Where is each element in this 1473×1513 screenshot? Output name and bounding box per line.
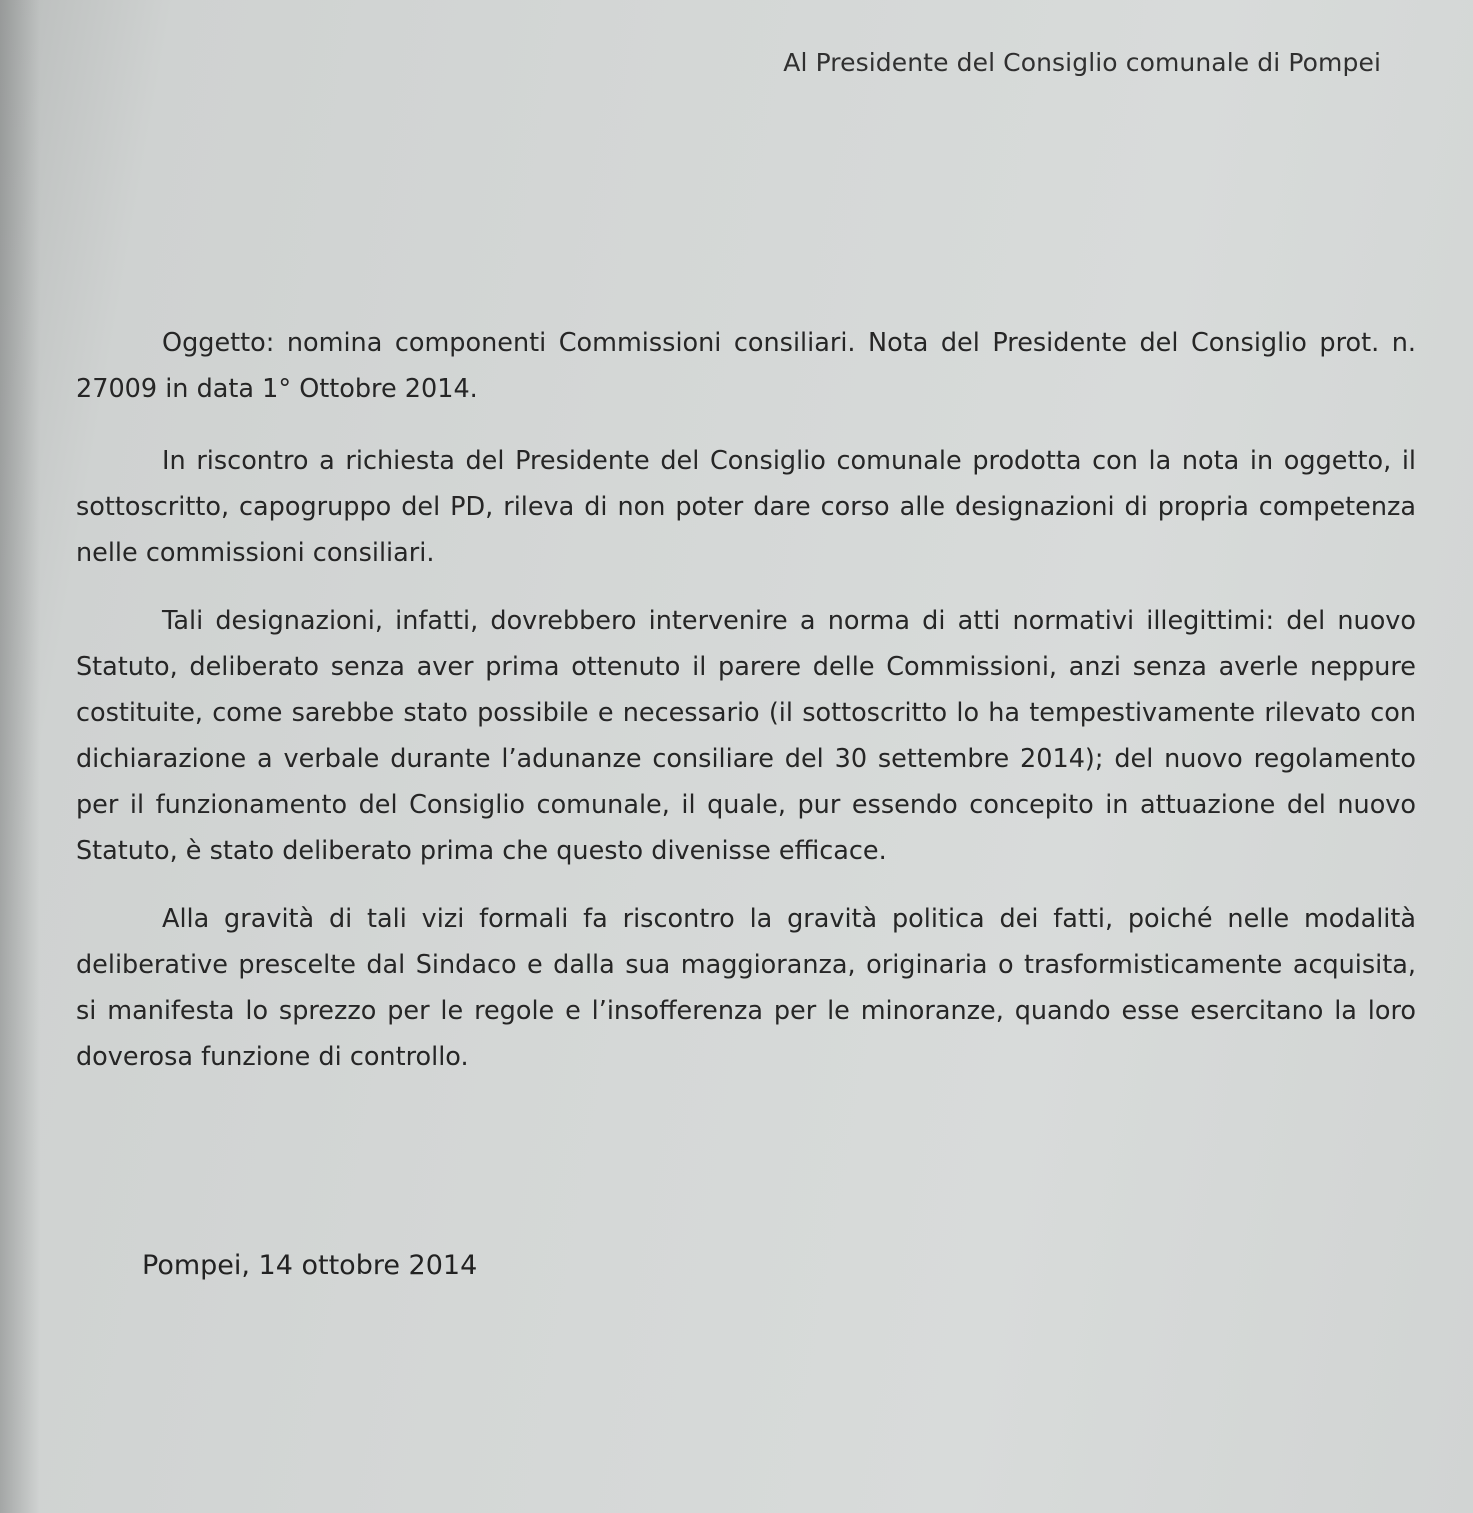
body-paragraph-3: Alla gravità di tali vizi formali fa riscontro la gravità politica dei fatti, poiché nelle modalità deliberative prescelte dal Sindaco e dalla sua maggioranza, originaria o trasformisticamente acquisita, si manifesta lo sprezzo per le regole e l’insofferenza per le minoranze, quando esse esercitano la loro doverosa funzione di controllo. — [76, 904, 1416, 1072]
page-shadow — [0, 0, 40, 1513]
place-date: Pompei, 14 ottobre 2014 — [142, 1250, 478, 1281]
letter-body — [76, 320, 1416, 1102]
addressee: Al Presidente del Consiglio comunale di Pompei — [783, 48, 1381, 77]
body-paragraph-1: In riscontro a richiesta del Presidente del Consiglio comunale prodotta con la nota in oggetto, il sottoscritto, capogruppo del PD, rileva di non poter dare corso alle designazioni di propria competenza nelle commissioni consiliari. — [76, 446, 1416, 568]
body-paragraph-2: Tali designazioni, infatti, dovrebbero intervenire a norma di atti normativi illegittimi: del nuovo Statuto, deliberato senza aver prima ottenuto il parere delle Commissioni, anzi senza averle neppure costituite, come sarebbe stato possibile e necessario (il sottoscritto lo ha tempestivamente rilevato con dichiarazione a verbale durante l’adunanze consiliare del 30 settembre 2014); del nuovo regolamento per il funzionamento del Consiglio comunale, il quale, pur essendo concepito in attuazione del nuovo Statuto, è stato deliberato prima che questo divenisse efficace. — [76, 606, 1416, 866]
subject-paragraph: Oggetto: nomina componenti Commissioni consiliari. Nota del Presidente del Consiglio prot. n. 27009 in data 1° Ottobre 2014. — [76, 328, 1416, 404]
